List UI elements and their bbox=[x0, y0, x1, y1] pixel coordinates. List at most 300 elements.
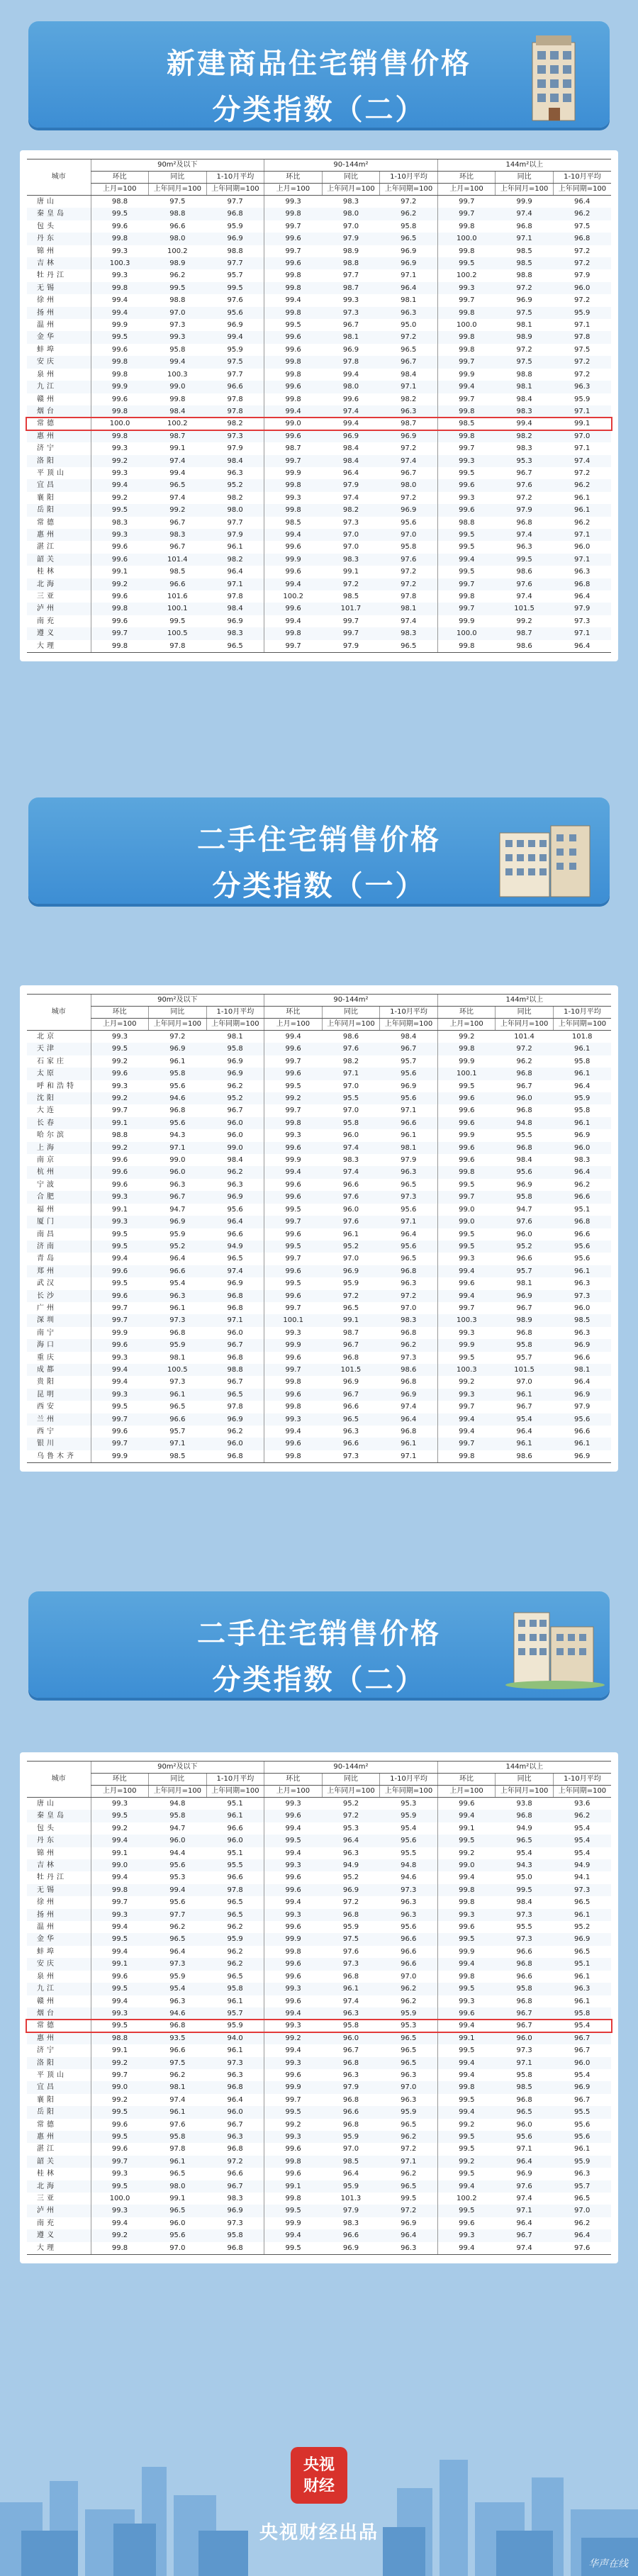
index-value-cell: 95.9 bbox=[322, 2131, 380, 2143]
index-value-cell: 95.9 bbox=[149, 1339, 207, 1351]
index-value-cell: 96.1 bbox=[553, 1043, 611, 1055]
index-value-cell: 96.0 bbox=[553, 282, 611, 294]
index-value-cell: 99.3 bbox=[264, 2131, 323, 2143]
index-value-cell: 95.6 bbox=[206, 307, 264, 319]
index-value-cell: 95.8 bbox=[206, 1983, 264, 1995]
index-value-cell: 96.3 bbox=[380, 2242, 438, 2255]
index-value-cell: 95.5 bbox=[206, 1859, 264, 1871]
column-base-label: 上月=100 bbox=[264, 184, 323, 196]
city-cell: 合肥 bbox=[27, 1191, 91, 1203]
city-cell: 宁波 bbox=[37, 1180, 57, 1189]
index-value-cell: 99.6 bbox=[91, 1265, 149, 1277]
index-value-cell: 96.7 bbox=[206, 1339, 264, 1351]
price-index-table-card-1 bbox=[20, 150, 618, 661]
index-value-cell: 99.8 bbox=[169, 395, 186, 403]
index-value-cell: 97.3 bbox=[227, 2219, 243, 2227]
index-value-cell: 97.1 bbox=[574, 321, 591, 330]
index-value-cell: 96.4 bbox=[574, 198, 591, 206]
table-row bbox=[27, 1958, 611, 1970]
index-value-cell: 98.6 bbox=[496, 1450, 554, 1463]
index-value-cell: 99.7 bbox=[91, 627, 149, 639]
index-value-cell: 96.9 bbox=[553, 2081, 611, 2093]
index-value-cell: 99.4 bbox=[91, 1995, 149, 2007]
index-value-cell: 99.4 bbox=[264, 2007, 323, 2020]
index-value-cell: 94.1 bbox=[574, 1874, 591, 1882]
index-value-cell: 100.2 bbox=[167, 420, 188, 428]
index-value-cell: 97.6 bbox=[553, 2242, 611, 2255]
column-base-label: 上年同期=100 bbox=[206, 1019, 264, 1031]
index-value-cell: 99.8 bbox=[264, 393, 323, 405]
index-value-cell: 99.4 bbox=[264, 1896, 323, 1908]
index-value-cell: 99.6 bbox=[264, 1191, 323, 1203]
index-value-cell: 95.0 bbox=[401, 321, 417, 330]
index-value-cell: 99.7 bbox=[437, 294, 496, 306]
index-value-cell: 98.2 bbox=[227, 420, 243, 428]
index-value-cell: 98.5 bbox=[322, 2156, 380, 2168]
index-value-cell: 96.7 bbox=[401, 469, 417, 477]
index-value-cell: 97.1 bbox=[380, 1216, 438, 1228]
table-row bbox=[27, 2156, 611, 2168]
city-cell: 九江 bbox=[27, 381, 91, 393]
city-cell: 西宁 bbox=[37, 1428, 57, 1435]
index-value-cell: 96.9 bbox=[342, 345, 359, 354]
index-value-cell: 96.6 bbox=[342, 1180, 359, 1189]
index-value-cell: 97.9 bbox=[574, 271, 591, 280]
city-cell: 包头 bbox=[37, 222, 57, 230]
index-value-cell: 99.5 bbox=[91, 1933, 149, 1945]
index-value-cell: 99.3 bbox=[264, 1859, 323, 1871]
index-value-cell: 97.1 bbox=[496, 233, 554, 245]
index-value-cell: 96.4 bbox=[516, 1428, 532, 1435]
index-value-cell: 98.5 bbox=[496, 257, 554, 269]
city-cell: 南昌 bbox=[37, 1230, 57, 1238]
index-value-cell: 96.5 bbox=[169, 2170, 186, 2178]
index-value-cell: 96.0 bbox=[496, 2032, 554, 2044]
index-value-cell: 99.1 bbox=[91, 1847, 149, 1859]
index-value-cell: 99.5 bbox=[437, 1228, 496, 1241]
index-value-cell: 98.2 bbox=[401, 395, 417, 403]
index-value-cell: 99.4 bbox=[516, 420, 532, 428]
index-value-cell: 96.8 bbox=[516, 518, 532, 527]
index-value-cell: 96.9 bbox=[553, 1933, 611, 1945]
index-value-cell: 96.9 bbox=[516, 1180, 532, 1189]
index-value-cell: 97.7 bbox=[149, 1909, 207, 1921]
index-value-cell: 99.6 bbox=[91, 1179, 149, 1191]
index-value-cell: 97.3 bbox=[496, 1933, 554, 1945]
index-value-cell: 99.6 bbox=[264, 1995, 323, 2007]
index-value-cell: 95.9 bbox=[322, 2180, 380, 2193]
index-value-cell: 99.2 bbox=[91, 2057, 149, 2069]
index-value-cell: 97.1 bbox=[401, 271, 417, 280]
index-value-cell: 99.3 bbox=[264, 1983, 323, 1995]
index-value-cell: 98.8 bbox=[227, 247, 243, 255]
index-value-cell: 98.8 bbox=[206, 1364, 264, 1376]
index-value-cell: 100.1 bbox=[149, 603, 207, 615]
index-value-cell: 97.3 bbox=[206, 430, 264, 442]
city-cell: 大理 bbox=[27, 640, 91, 653]
table-row bbox=[27, 1277, 611, 1289]
city-cell: 丹东 bbox=[27, 233, 91, 245]
index-value-cell: 96.6 bbox=[149, 1265, 207, 1277]
index-value-cell: 99.5 bbox=[264, 1204, 323, 1216]
index-value-cell: 96.6 bbox=[574, 1230, 591, 1238]
index-value-cell: 95.9 bbox=[553, 1092, 611, 1104]
city-cell: 洛阳 bbox=[27, 455, 91, 467]
column-group-header: 144m²以上 bbox=[437, 1762, 611, 1774]
index-value-cell: 99.5 bbox=[91, 2131, 149, 2143]
city-cell: 宜昌 bbox=[27, 2081, 91, 2093]
index-value-cell: 99.5 bbox=[91, 1983, 149, 1995]
column-group-header: 90m²及以下 bbox=[91, 1762, 264, 1774]
index-value-cell: 97.0 bbox=[342, 2145, 359, 2154]
city-cell: 锦州 bbox=[37, 247, 57, 255]
index-value-cell: 99.4 bbox=[437, 2020, 496, 2032]
index-value-cell: 96.3 bbox=[342, 2071, 359, 2079]
city-cell: 蚌埠 bbox=[37, 1947, 57, 1956]
index-value-cell: 99.3 bbox=[91, 269, 149, 281]
index-value-cell: 99.8 bbox=[91, 405, 149, 418]
index-value-cell: 96.0 bbox=[149, 1166, 207, 1178]
index-value-cell: 97.2 bbox=[401, 568, 417, 576]
column-group-header: 90-144m² bbox=[264, 995, 438, 1007]
table-row bbox=[27, 627, 611, 639]
index-value-cell: 97.1 bbox=[553, 405, 611, 418]
index-value-cell: 96.7 bbox=[169, 518, 186, 527]
city-cell: 蚌埠 bbox=[37, 345, 57, 354]
city-cell: 常德 bbox=[37, 518, 57, 527]
index-value-cell: 99.6 bbox=[264, 1810, 323, 1822]
index-value-cell: 98.3 bbox=[227, 2195, 243, 2202]
index-value-cell: 97.2 bbox=[574, 469, 591, 477]
table-row bbox=[27, 405, 611, 418]
table-row bbox=[27, 196, 611, 208]
building-icon bbox=[461, 805, 617, 904]
index-value-cell: 95.1 bbox=[227, 1849, 243, 1857]
index-value-cell: 96.3 bbox=[227, 2071, 243, 2079]
column-base-label: 上年同期=100 bbox=[553, 1786, 611, 1798]
index-value-cell: 97.4 bbox=[516, 593, 532, 600]
table-row bbox=[27, 1810, 611, 1822]
city-cell: 大理 bbox=[27, 2242, 91, 2255]
column-group-header: 90m²及以下 bbox=[91, 995, 264, 1007]
index-value-cell: 96.5 bbox=[496, 1835, 554, 1847]
index-value-cell: 97.1 bbox=[380, 2156, 438, 2168]
index-value-cell: 97.2 bbox=[206, 2156, 264, 2168]
table-row bbox=[27, 1401, 611, 1413]
index-value-cell: 96.4 bbox=[574, 593, 591, 600]
index-value-cell: 99.3 bbox=[91, 1798, 149, 1810]
index-value-cell: 97.2 bbox=[401, 2145, 417, 2154]
index-value-cell: 95.6 bbox=[553, 1413, 611, 1426]
index-value-cell: 96.9 bbox=[380, 430, 438, 442]
city-cell: 金华 bbox=[27, 1933, 91, 1945]
index-value-cell: 94.4 bbox=[169, 1849, 186, 1857]
index-value-cell: 97.3 bbox=[322, 307, 380, 319]
watermark: 华声在线 bbox=[588, 2558, 628, 2570]
table-row bbox=[27, 220, 611, 233]
index-value-cell: 99.7 bbox=[264, 220, 323, 233]
index-value-cell: 96.8 bbox=[516, 1328, 532, 1337]
index-value-cell: 97.1 bbox=[553, 627, 611, 639]
index-value-cell: 96.7 bbox=[516, 1403, 532, 1411]
index-value-cell: 99.5 bbox=[91, 504, 149, 516]
index-value-cell: 98.1 bbox=[516, 1279, 532, 1288]
index-value-cell: 98.0 bbox=[206, 504, 264, 516]
index-value-cell: 97.4 bbox=[322, 405, 380, 418]
index-value-cell: 98.7 bbox=[401, 420, 417, 428]
column-base-label: 上年同期=100 bbox=[553, 1019, 611, 1031]
index-value-cell: 96.7 bbox=[149, 1191, 207, 1203]
index-value-cell: 97.2 bbox=[322, 1290, 380, 1302]
index-value-cell: 99.4 bbox=[206, 331, 264, 343]
index-value-cell: 96.3 bbox=[169, 1997, 186, 2005]
index-value-cell: 99.1 bbox=[169, 2195, 186, 2202]
index-value-cell: 96.5 bbox=[401, 2046, 417, 2055]
index-value-cell: 99.6 bbox=[342, 395, 359, 403]
index-value-cell: 96.0 bbox=[206, 2106, 264, 2118]
table-row bbox=[27, 294, 611, 306]
index-value-cell: 99.2 bbox=[264, 2032, 323, 2044]
index-value-cell: 99.2 bbox=[437, 1847, 496, 1859]
column-base-label: 上年同期=100 bbox=[553, 184, 611, 196]
index-value-cell: 98.3 bbox=[516, 444, 532, 453]
city-cell: 三亚 bbox=[37, 593, 57, 600]
index-value-cell: 96.6 bbox=[380, 1117, 438, 1129]
index-value-cell: 99.7 bbox=[437, 196, 496, 208]
index-value-cell: 97.1 bbox=[516, 2145, 532, 2154]
index-value-cell: 98.8 bbox=[322, 257, 380, 269]
city-cell: 岳阳 bbox=[27, 504, 91, 516]
index-value-cell: 99.5 bbox=[264, 1835, 323, 1847]
index-value-cell: 99.3 bbox=[91, 2168, 149, 2180]
table-row bbox=[27, 1352, 611, 1364]
index-value-cell: 96.7 bbox=[380, 356, 438, 368]
index-value-cell: 99.1 bbox=[342, 568, 359, 576]
index-value-cell: 96.3 bbox=[380, 1909, 438, 1921]
index-value-cell: 97.3 bbox=[206, 2057, 264, 2069]
city-cell: 呼和浩特 bbox=[37, 1082, 77, 1090]
index-value-cell: 99.4 bbox=[437, 1871, 496, 1883]
table-row bbox=[27, 257, 611, 269]
index-value-cell: 96.5 bbox=[227, 1255, 243, 1263]
index-value-cell: 98.6 bbox=[380, 1364, 438, 1376]
index-value-cell: 99.5 bbox=[437, 1835, 496, 1847]
index-value-cell: 99.4 bbox=[437, 2242, 496, 2255]
index-value-cell: 96.8 bbox=[169, 2022, 186, 2030]
index-value-cell: 96.6 bbox=[380, 1933, 438, 1945]
index-value-cell: 96.4 bbox=[227, 2095, 243, 2104]
table-row bbox=[27, 1043, 611, 1055]
index-value-cell: 97.1 bbox=[401, 1107, 417, 1115]
index-value-cell: 94.3 bbox=[496, 1859, 554, 1871]
index-value-cell: 97.3 bbox=[169, 321, 186, 330]
index-value-cell: 99.4 bbox=[437, 1265, 496, 1277]
index-value-cell: 97.3 bbox=[553, 1884, 611, 1896]
index-value-cell: 96.3 bbox=[380, 307, 438, 319]
city-cell: 九江 bbox=[27, 1983, 91, 1995]
index-value-cell: 99.5 bbox=[437, 1080, 496, 1092]
index-value-cell: 97.6 bbox=[322, 1216, 380, 1228]
index-value-cell: 99.8 bbox=[437, 331, 496, 343]
index-value-cell: 99.5 bbox=[437, 1933, 496, 1945]
index-value-cell: 99.8 bbox=[264, 1117, 323, 1129]
index-value-cell: 99.6 bbox=[264, 257, 323, 269]
index-value-cell: 96.8 bbox=[206, 1290, 264, 1302]
index-value-cell: 97.2 bbox=[516, 493, 532, 502]
index-value-cell: 96.8 bbox=[342, 1972, 359, 1981]
index-value-cell: 97.2 bbox=[553, 356, 611, 368]
table-row bbox=[27, 1450, 611, 1463]
column-subheader: 环比 bbox=[264, 1007, 323, 1019]
index-value-cell: 97.8 bbox=[149, 640, 207, 653]
index-value-cell: 97.3 bbox=[149, 1314, 207, 1326]
index-value-cell: 96.6 bbox=[206, 381, 264, 393]
column-base-label: 上月=100 bbox=[437, 1019, 496, 1031]
table-row bbox=[27, 1847, 611, 1859]
index-value-cell: 99.8 bbox=[264, 269, 323, 281]
index-value-cell: 96.6 bbox=[553, 1191, 611, 1203]
index-value-cell: 96.8 bbox=[496, 1810, 554, 1822]
index-value-cell: 96.8 bbox=[342, 1353, 359, 1362]
index-value-cell: 96.9 bbox=[206, 233, 264, 245]
index-value-cell: 99.5 bbox=[437, 529, 496, 541]
index-value-cell: 99.4 bbox=[437, 554, 496, 566]
index-value-cell: 99.6 bbox=[91, 1290, 149, 1302]
index-value-cell: 97.7 bbox=[227, 370, 243, 379]
index-value-cell: 96.1 bbox=[574, 1997, 591, 2005]
index-value-cell: 98.9 bbox=[496, 1314, 554, 1326]
index-value-cell: 97.1 bbox=[322, 1068, 380, 1080]
index-value-cell: 99.8 bbox=[91, 369, 149, 381]
table-row bbox=[27, 467, 611, 479]
index-value-cell: 96.6 bbox=[169, 222, 186, 230]
index-value-cell: 96.6 bbox=[342, 1403, 359, 1411]
index-value-cell: 99.9 bbox=[437, 1946, 496, 1958]
index-value-cell: 99.1 bbox=[91, 566, 149, 578]
index-value-cell: 99.3 bbox=[91, 529, 149, 541]
index-value-cell: 96.2 bbox=[380, 208, 438, 220]
index-value-cell: 96.7 bbox=[342, 2046, 359, 2055]
index-value-cell: 96.8 bbox=[227, 1304, 243, 1312]
index-value-cell: 99.6 bbox=[91, 2119, 149, 2131]
table-row bbox=[27, 2057, 611, 2069]
index-value-cell: 96.3 bbox=[574, 1328, 591, 1337]
column-subheader: 环比 bbox=[437, 1774, 496, 1786]
city-cell: 三亚 bbox=[37, 2195, 57, 2202]
index-value-cell: 96.6 bbox=[322, 2106, 380, 2118]
index-value-cell: 99.5 bbox=[264, 2106, 323, 2118]
building-icon bbox=[493, 28, 600, 128]
index-value-cell: 96.6 bbox=[227, 2170, 243, 2178]
city-cell: 唐山 bbox=[37, 198, 57, 206]
index-value-cell: 96.0 bbox=[342, 1205, 359, 1214]
column-group-header: 90-144m² bbox=[264, 159, 438, 172]
index-value-cell: 96.3 bbox=[380, 1166, 438, 1178]
index-value-cell: 99.6 bbox=[264, 1971, 323, 1983]
index-value-cell: 99.6 bbox=[264, 603, 323, 615]
index-value-cell: 96.1 bbox=[496, 1438, 554, 1450]
table-row bbox=[27, 1265, 611, 1277]
city-cell: 惠州 bbox=[27, 2131, 91, 2143]
index-value-cell: 97.3 bbox=[342, 518, 359, 527]
index-value-cell: 94.6 bbox=[149, 2007, 207, 2020]
index-value-cell: 99.5 bbox=[437, 1179, 496, 1191]
index-value-cell: 97.9 bbox=[322, 2205, 380, 2217]
index-value-cell: 95.6 bbox=[149, 2229, 207, 2241]
index-value-cell: 99.2 bbox=[91, 1092, 149, 1104]
index-value-cell: 97.1 bbox=[149, 1438, 207, 1450]
index-value-cell: 99.6 bbox=[437, 1154, 496, 1166]
index-value-cell: 97.6 bbox=[227, 296, 243, 305]
column-base-label: 上年同期=100 bbox=[206, 184, 264, 196]
index-value-cell: 99.9 bbox=[264, 2217, 323, 2229]
index-value-cell: 99.6 bbox=[264, 1265, 323, 1277]
index-value-cell: 99.1 bbox=[91, 1958, 149, 1970]
index-value-cell: 99.8 bbox=[91, 282, 149, 294]
table-row bbox=[27, 1971, 611, 1983]
index-value-cell: 99.5 bbox=[91, 1043, 149, 1055]
index-value-cell: 94.7 bbox=[169, 1824, 186, 1832]
index-value-cell: 95.8 bbox=[574, 1057, 591, 1065]
index-value-cell: 96.1 bbox=[401, 1131, 417, 1140]
index-value-cell: 96.4 bbox=[553, 2229, 611, 2241]
index-value-cell: 99.5 bbox=[437, 2205, 496, 2217]
index-value-cell: 95.2 bbox=[342, 1800, 359, 1808]
index-value-cell: 99.4 bbox=[437, 2057, 496, 2069]
city-cell: 湛江 bbox=[37, 2145, 57, 2154]
index-value-cell: 99.9 bbox=[437, 615, 496, 627]
table-row bbox=[27, 331, 611, 343]
city-cell: 襄阳 bbox=[37, 493, 57, 502]
index-value-cell: 100.2 bbox=[167, 247, 188, 255]
index-value-cell: 96.5 bbox=[227, 1972, 243, 1981]
index-value-cell: 99.4 bbox=[91, 1253, 149, 1265]
city-cell: 济南 bbox=[27, 1241, 91, 1253]
index-value-cell: 96.1 bbox=[574, 493, 591, 502]
index-value-cell: 95.3 bbox=[401, 2022, 417, 2030]
index-value-cell: 97.1 bbox=[553, 529, 611, 541]
index-value-cell: 99.3 bbox=[264, 2057, 323, 2069]
index-value-cell: 99.4 bbox=[264, 1822, 323, 1835]
index-value-cell: 97.8 bbox=[227, 1403, 243, 1411]
index-value-cell: 98.0 bbox=[149, 233, 207, 245]
index-value-cell: 97.5 bbox=[169, 198, 186, 206]
table-row bbox=[27, 1031, 611, 1043]
index-value-cell: 96.8 bbox=[553, 233, 611, 245]
index-value-cell: 95.5 bbox=[553, 2106, 611, 2118]
index-value-cell: 97.2 bbox=[401, 198, 417, 206]
index-value-cell: 97.4 bbox=[401, 617, 417, 625]
index-value-cell: 97.3 bbox=[496, 1909, 554, 1921]
city-cell: 沈阳 bbox=[27, 1092, 91, 1104]
index-value-cell: 101.6 bbox=[167, 593, 188, 600]
index-value-cell: 100.1 bbox=[437, 1068, 496, 1080]
table-row bbox=[27, 554, 611, 566]
index-value-cell: 97.3 bbox=[169, 1378, 186, 1387]
index-value-cell: 96.9 bbox=[380, 504, 438, 516]
index-value-cell: 96.9 bbox=[553, 1389, 611, 1401]
index-value-cell: 94.3 bbox=[169, 1131, 186, 1140]
city-cell: 银川 bbox=[27, 1438, 91, 1450]
index-value-cell: 94.9 bbox=[553, 1859, 611, 1871]
table-row bbox=[27, 1204, 611, 1216]
index-value-cell: 99.9 bbox=[264, 1339, 323, 1351]
index-value-cell: 99.4 bbox=[149, 356, 207, 368]
index-value-cell: 97.9 bbox=[322, 233, 380, 245]
index-value-cell: 99.6 bbox=[91, 1154, 149, 1166]
table-row bbox=[27, 430, 611, 442]
table-row bbox=[27, 640, 611, 653]
